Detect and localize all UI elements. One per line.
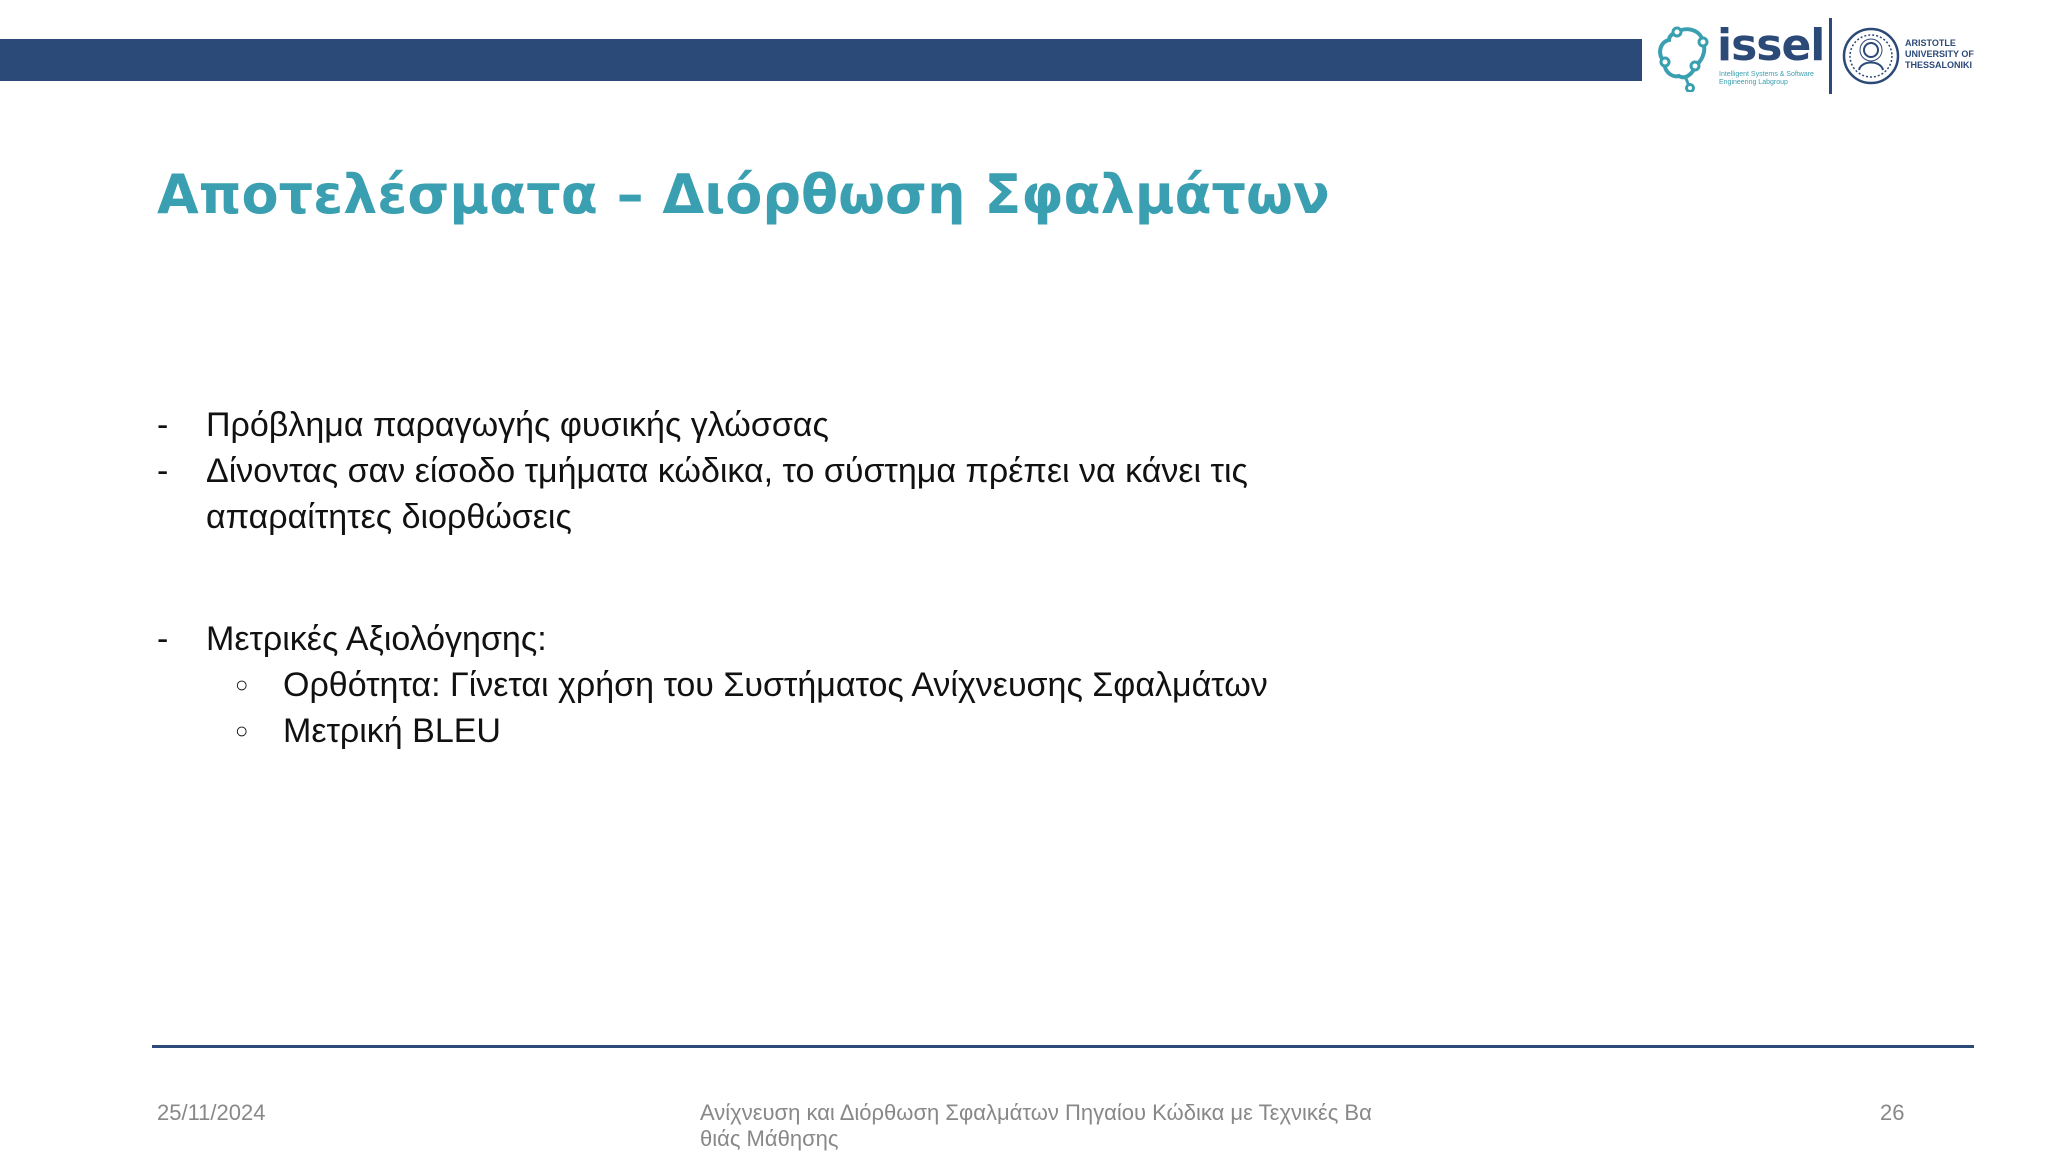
sub-bullet-text: Μετρική BLEU <box>283 712 501 750</box>
logo-area <box>1655 16 1995 96</box>
sub-bullet-item <box>157 708 1407 754</box>
footer-date: 25/11/2024 <box>157 1100 266 1125</box>
issel-logo-text: issel <box>1717 20 1825 71</box>
bullet-item <box>157 448 1407 540</box>
bullet-marker: - <box>157 406 169 444</box>
sub-bullet-marker: ○ <box>235 672 249 697</box>
bullet-text: Πρόβλημα παραγωγής φυσικής γλώσσας <box>206 406 829 444</box>
sub-bullet-item <box>157 662 1407 708</box>
university-name: ARISTOTLE UNIVERSITY OF THESSALONIKI <box>1905 38 1974 70</box>
bullet-text: Μετρικές Αξιολόγησης: <box>206 620 547 658</box>
university-seal-icon <box>1841 26 1901 86</box>
sub-bullet-marker: ○ <box>235 718 249 743</box>
bullet-text: Δίνοντας σαν είσοδο τμήματα κώδικα, το σύστημα πρέπει να κάνει τις απαραίτητες διορθώσεις <box>206 452 1248 536</box>
bullet-list <box>157 402 1407 754</box>
footer-title: Ανίχνευση και Διόρθωση Σφαλμάτων Πηγαίου Κώδικα με Τεχνικές Βαθιάς Μάθησης <box>700 1100 1372 1151</box>
page-number: 26 <box>1880 1100 1905 1125</box>
logo-divider <box>1829 18 1832 94</box>
bullet-marker: - <box>157 620 169 658</box>
issel-network-icon <box>1655 22 1715 92</box>
bullet-marker: - <box>157 452 169 490</box>
bullet-item <box>157 616 1407 662</box>
spacer <box>157 540 1407 616</box>
slide-title: Αποτελέσματα – Διόρθωση Σφαλμάτων <box>157 163 1330 226</box>
issel-logo-subtitle: Intelligent Systems & Software Engineering Labgroup <box>1719 71 1814 86</box>
header-bar <box>0 39 1642 81</box>
bullet-item <box>157 402 1407 448</box>
footer-divider <box>152 1045 1974 1048</box>
sub-bullet-text: Ορθότητα: Γίνεται χρήση του Συστήματος Ανίχνευσης Σφαλμάτων <box>283 666 1268 704</box>
